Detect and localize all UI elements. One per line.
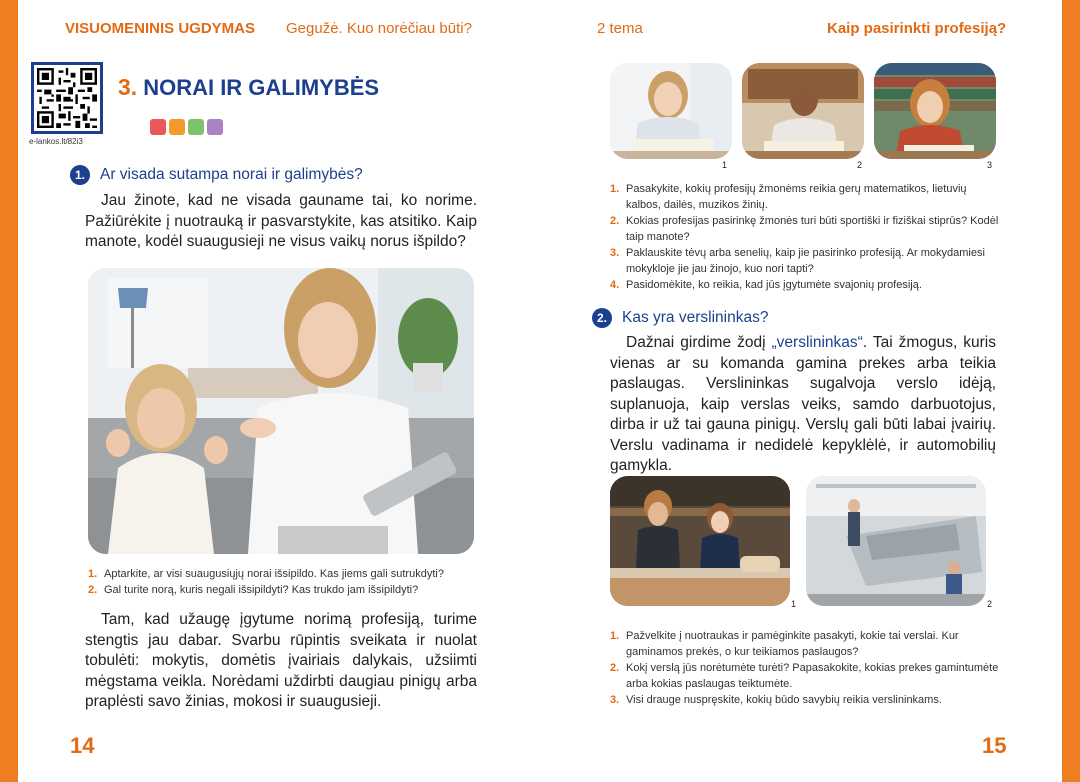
list-item: 3. Paklauskite tėvų arba senelių, kaip jie pasirinko profesiją. Ar mokydamiesi mokykloje jie jau žinojo, kuo nori tapti? — [610, 247, 985, 275]
right-page — [540, 0, 1062, 782]
left-page — [18, 0, 540, 782]
entrepreneur-paragraph: Dažnai girdime žodį „verslininkas“. Tai žmogus, kuris vienas ar su komanda gamina prekes arba teikia paslaugas. Verslininkas sugalvoja verslo idėją, suplanuoja, kaip verslas veiks, samdo darbuotojus, dirba ir už tai gauna pinigų. Verslų gali būti labai įvairių. Verslu vadinama ir nedidelė kepyklėlė, ir automobilių gamykla. — [610, 334, 996, 474]
question-badge: 2. — [592, 308, 612, 328]
list-item: 1. Aptarkite, ar visi suaugusiųjų norai išsipildo. Kas jiems gali sutrukdyti? — [88, 568, 444, 580]
qr-url[interactable]: e-lankos.lt/82i3 — [29, 137, 83, 146]
month-topic-header: Gegužė. Kuo norėčiau būti? — [286, 20, 472, 37]
photo-label-1: 1 — [722, 160, 728, 170]
swatch-purple — [207, 119, 223, 135]
photo-label-2: 2 — [857, 160, 863, 170]
page-number-right: 15 — [982, 733, 1007, 758]
list-item: 2. Kokias profesijas pasirinkę žmonės turi būti sportiški ir fiziškai stiprūs? Kodėl taip manote? — [610, 215, 999, 243]
left-edge-bar — [0, 0, 18, 782]
swatch-orange — [169, 119, 185, 135]
qr-code-icon — [37, 68, 97, 128]
lesson-number: 3. — [118, 74, 138, 100]
right-edge-bar — [1062, 0, 1080, 782]
discussion-questions-right-2 — [610, 628, 1000, 708]
lesson-title-text: NORAI IR GALIMYBĖS — [143, 75, 380, 100]
photo-man-reading — [742, 63, 864, 159]
theme-header: 2 tema — [597, 20, 643, 37]
photo-label-factory: 2 — [987, 599, 993, 609]
qr-code[interactable] — [31, 62, 103, 134]
question-heading-1 — [70, 165, 363, 185]
discussion-questions-left — [88, 566, 498, 598]
list-item: 3. Visi drauge nuspręskite, kokių būdo savybių reikia verslininkams. — [610, 694, 942, 706]
swatch-red — [150, 119, 166, 135]
photo-label-bakery: 1 — [791, 599, 797, 609]
photo-boat-factory — [806, 476, 986, 606]
question-badge: 1. — [70, 165, 90, 185]
intro-paragraph: Jau žinote, kad ne visada gauname tai, ko norime. Pažiūrėkite į nuotrauką ir pasvarstykite, kas atsitiko. Kaip manote, kodėl suaugusieji ne visus vaikų norus išpildo? — [85, 192, 477, 250]
list-item: 1. Pasakykite, kokių profesijų žmonėms reikia gerų matematikos, lietuvių kalbos, dailės, muzikos žinių. — [610, 183, 967, 211]
question-heading-text: Kas yra verslininkas? — [622, 309, 769, 326]
photo-girl-reading — [610, 63, 732, 159]
subject-header: VISUOMENINIS UGDYMAS — [65, 20, 256, 37]
list-item: 4. Pasidomėkite, ko reikia, kad jūs įgytumėte svajonių profesiją. — [610, 279, 922, 291]
list-item: 1. Pažvelkite į nuotraukas ir pamėginkite pasakyti, kokie tai verslai. Kur gaminamos prekės, o kur teikiamos paslaugos? — [610, 630, 959, 658]
body-paragraph: Tam, kad užaugę įgytume norimą profesiją, turime stengtis jau dabar. Svarbu rūpintis sveikata ir nuolat tobulėti: mokytis, domėtis įvairiais dalykais, užsiimti mėgstama veikla. Norėdami uždirbti daugiau pinigų arba praplėsti savo žinias, mokosi ir suaugusieji. — [85, 611, 477, 710]
question-heading-text: Ar visada sutampa norai ir galimybės? — [100, 166, 363, 183]
page-number-left: 14 — [70, 733, 95, 758]
lesson-title — [118, 74, 379, 101]
photo-woman-library — [874, 63, 996, 159]
theme-title-header: Kaip pasirinkti profesiją? — [827, 20, 1007, 37]
color-swatches — [150, 119, 223, 135]
photo-label-3: 3 — [987, 160, 993, 170]
mother-daughter-photo — [88, 268, 474, 554]
question-heading-2 — [592, 308, 768, 328]
discussion-questions-right-1 — [610, 181, 1000, 293]
swatch-green — [188, 119, 204, 135]
list-item: 2. Gal turite norą, kuris negali išsipildyti? Kas trukdo jam išsipildyti? — [88, 584, 419, 596]
photo-bakery — [610, 476, 790, 606]
list-item: 2. Kokį verslą jūs norėtumėte turėti? Papasakokite, kokias prekes gamintumėte arba kokias paslaugas teiktumėte. — [610, 662, 999, 690]
highlighted-term: „verslininkas“ — [771, 334, 863, 351]
